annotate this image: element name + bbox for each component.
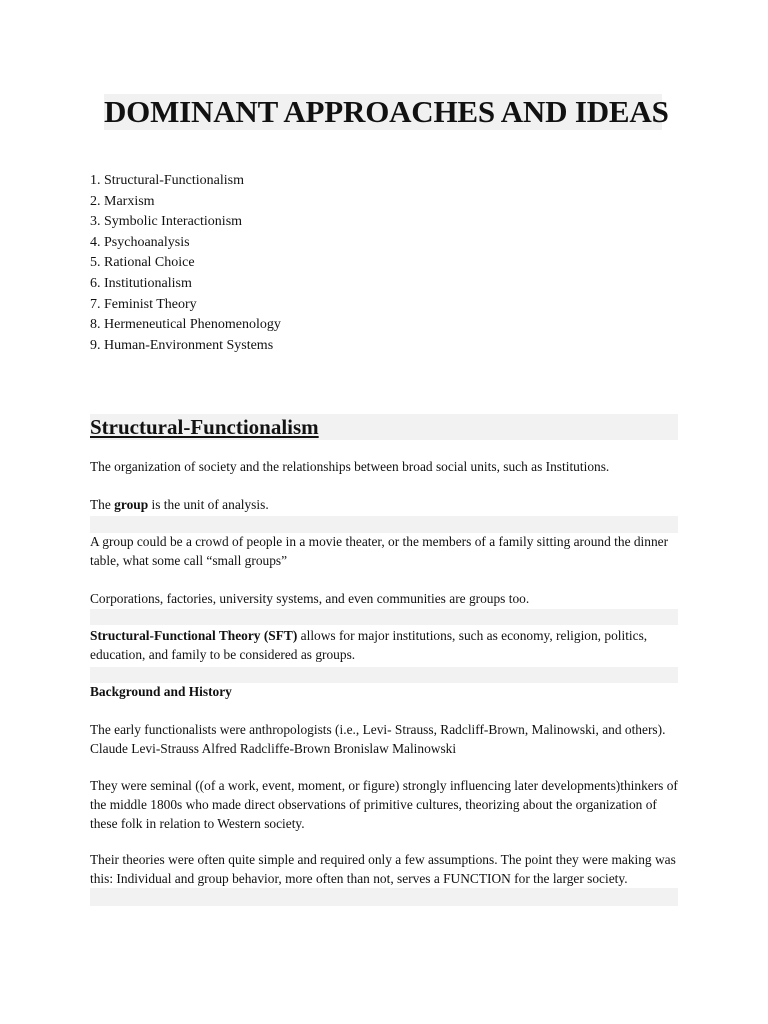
list-item: 5. Rational Choice (90, 255, 195, 271)
line-highlight (90, 667, 678, 683)
bold-term-group: group (114, 497, 149, 512)
list-item: 6. Institutionalism (90, 275, 192, 291)
text-run: allows for major institutions, such as economy, religion, politics, education, and family to be considered as groups. (90, 628, 648, 662)
approaches-list (90, 171, 281, 356)
list-item: 8. Hermeneutical Phenomenology (90, 317, 281, 333)
list-item: 7. Feminist Theory (90, 296, 197, 312)
line-highlight (90, 609, 678, 625)
paragraph-early-functionalists: The early functionalists were anthropologists (i.e., Levi- Strauss, Radcliff-Brown, Malinowski, and others). Claude Levi-Strauss Alfred Radcliffe-Brown Bronislaw Malinowski (90, 722, 666, 756)
paragraph-seminal-thinkers: They were seminal ((of a work, event, moment, or figure) strongly influencing later developments)thinkers of the middle 1800s who made direct observations of primitive cultures, theorizing about the organization of these folk in relation to Western society. (90, 778, 678, 831)
bold-term-sft: Structural-Functional Theory (SFT) (90, 628, 298, 643)
list-item: 3. Symbolic Interactionism (90, 214, 243, 230)
paragraph-group-unit (90, 496, 682, 515)
section-heading: Structural-Functionalism (90, 415, 319, 439)
document-title: DOMINANT APPROACHES AND IDEAS (104, 94, 669, 129)
paragraph-sft (90, 627, 682, 665)
paragraph-group-example: A group could be a crowd of people in a movie theater, or the members of a family sitting around the dinner table, what some call “small groups” (90, 534, 669, 568)
text-run: is the unit of analysis. (148, 497, 269, 512)
paragraph-theories: Their theories were often quite simple and required only a few assumptions. The point they were making was this: Individual and group behavior, more often than not, serves a FUNCTION for the larger society. (90, 852, 676, 886)
list-item: 2. Marxism (90, 193, 155, 209)
line-highlight (90, 516, 678, 533)
text-run: The (90, 497, 115, 512)
paragraph-organization: The organization of society and the relationships between broad social units, such as Institutions. (90, 459, 610, 474)
line-highlight (90, 888, 678, 906)
paragraph-corporations: Corporations, factories, university systems, and even communities are groups too. (90, 591, 530, 606)
list-item: 4. Psychoanalysis (90, 234, 190, 250)
list-item: 1. Structural-Functionalism (90, 173, 244, 188)
list-item: 9. Human-Environment Systems (90, 337, 274, 353)
subheading-background: Background and History (90, 684, 232, 699)
